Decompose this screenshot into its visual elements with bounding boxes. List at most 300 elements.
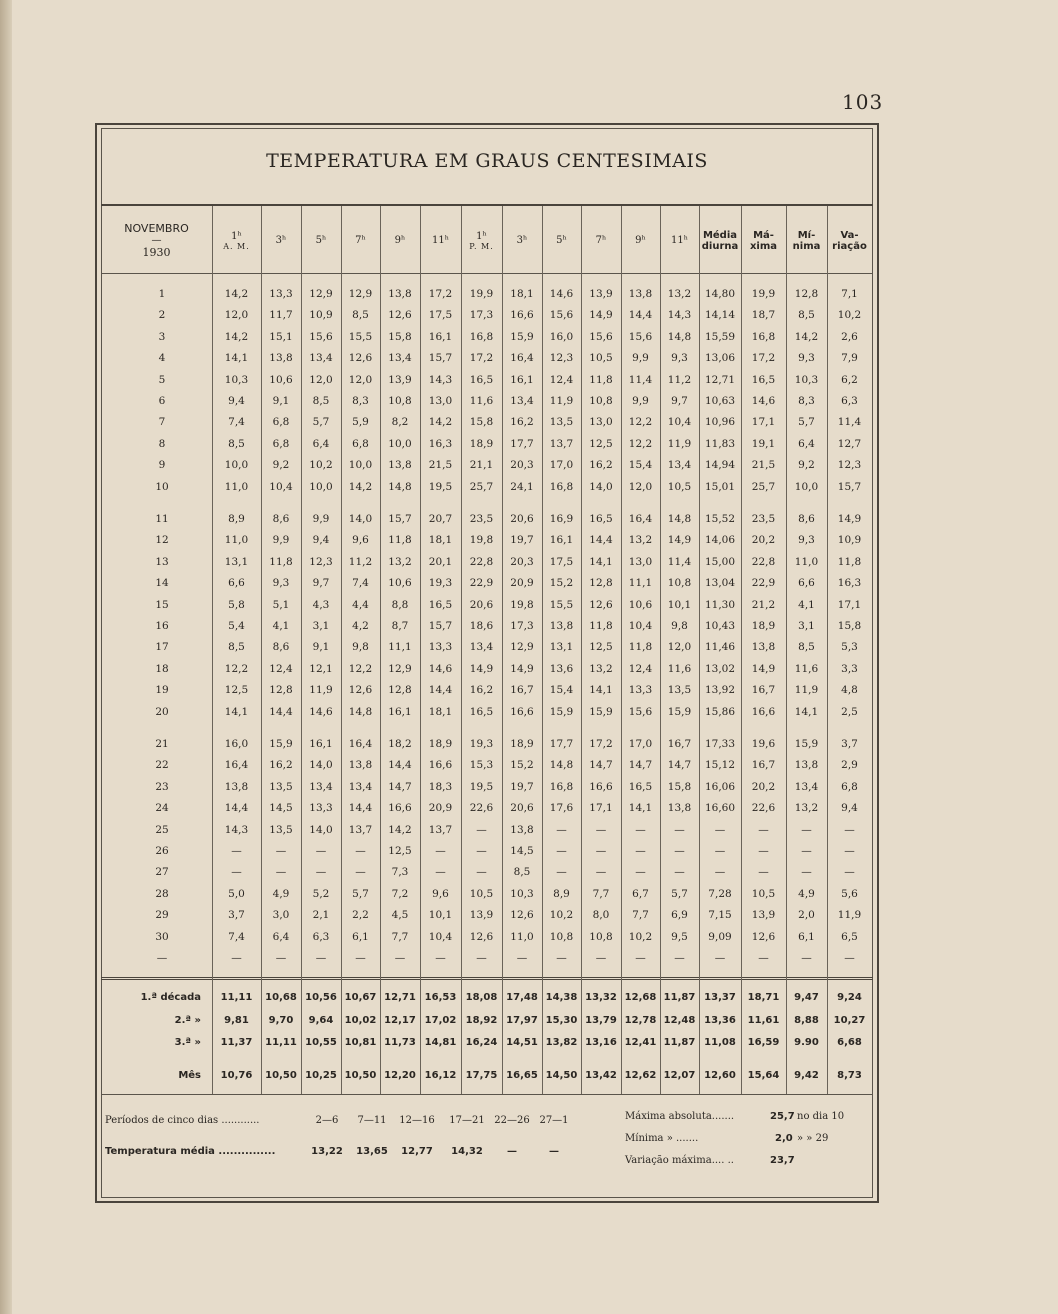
row-value: 16,1	[510, 373, 534, 386]
row-value: —	[758, 866, 769, 879]
row-value: 4,1	[272, 620, 290, 632]
row-value: 15,59	[704, 330, 736, 343]
row-value: 8,5	[513, 866, 531, 879]
summary-value: 12,07	[663, 1070, 696, 1081]
row-value: 19,7	[510, 534, 534, 547]
row-value: 10,6	[388, 577, 412, 590]
row-value: 10,4	[667, 416, 692, 429]
row-value: 6,7	[632, 887, 649, 900]
row-value: 15,12	[704, 759, 736, 772]
row-value: —	[556, 845, 567, 857]
row-day: 26	[155, 845, 169, 857]
row-value: 15,00	[704, 555, 736, 568]
row-value: 12,9	[309, 288, 333, 300]
row-value: 21,1	[469, 459, 494, 472]
row-value: 12,6	[510, 909, 534, 922]
row-value: —	[714, 866, 726, 879]
row-value: 11,8	[628, 641, 653, 654]
row-value: 13,8	[348, 759, 373, 772]
row-value: 9,5	[671, 930, 688, 943]
row-value: 16,6	[510, 705, 534, 718]
page-number: 103	[842, 90, 884, 114]
row-value: 11,30	[704, 598, 736, 611]
row-value: 11,0	[224, 534, 249, 547]
row-value: 14,7	[628, 759, 653, 772]
row-value: 15,01	[704, 480, 736, 493]
header-dash: —	[151, 235, 162, 247]
row-value: 17,2	[589, 738, 613, 750]
row-value: 4,1	[798, 598, 815, 611]
summary-label: Mês	[178, 1070, 201, 1081]
row-value: 20,3	[510, 555, 534, 568]
row-value: 14,80	[704, 288, 736, 300]
row-value: 10,0	[309, 480, 333, 493]
row-value: 16,4	[510, 352, 534, 365]
row-value: 16,0	[224, 738, 249, 750]
summary-value: 10,67	[344, 992, 377, 1003]
row-value: 16,1	[549, 534, 574, 547]
row-value: 14,0	[309, 759, 333, 772]
row-value: —	[315, 845, 327, 857]
row-value: 14,6	[751, 395, 776, 407]
row-value: 15,9	[269, 738, 293, 750]
row-value: 6,3	[841, 395, 858, 407]
row-value: 16,7	[667, 738, 692, 750]
row-value: —	[355, 952, 366, 964]
row-value: 14,8	[667, 513, 692, 525]
row-day: 23	[155, 780, 169, 793]
row-value: 17,3	[510, 620, 534, 632]
row-value: 13,8	[510, 823, 534, 836]
period-mean-temp: 12,77	[401, 1146, 433, 1157]
row-day: 28	[155, 887, 169, 900]
row-value: 11,8	[589, 620, 613, 632]
row-value: 13,02	[704, 662, 736, 675]
row-value: 8,5	[352, 309, 369, 322]
row-value: 13,8	[224, 780, 249, 793]
row-value: 16,6	[388, 802, 412, 815]
row-day: 2	[158, 309, 166, 322]
row-day: 18	[155, 662, 169, 675]
row-value: 6,8	[352, 437, 369, 450]
row-value: —	[801, 845, 812, 857]
row-value: 16,5	[589, 513, 613, 525]
header-stat-line1: Va-	[840, 229, 859, 241]
row-value: 15,5	[348, 330, 373, 343]
header-stat-line2: nima	[792, 241, 821, 252]
row-value: 6,1	[352, 930, 369, 943]
header-hour-period: A. M.	[223, 242, 250, 252]
row-value: 14,7	[589, 759, 613, 772]
row-value: —	[231, 845, 242, 857]
row-value: 12,2	[224, 662, 249, 675]
row-day: 11	[155, 513, 169, 525]
row-value: 16,8	[469, 330, 494, 343]
summary-value: 11,87	[663, 1037, 696, 1048]
period-range: 27—1	[539, 1115, 569, 1126]
row-value: 8,6	[272, 513, 290, 525]
row-value: 18,1	[428, 534, 453, 547]
row-value: 14,94	[704, 459, 736, 472]
row-value: 9,3	[798, 534, 815, 547]
row-value: 15,9	[667, 705, 692, 718]
row-value: 3,7	[841, 738, 858, 750]
row-value: 16,4	[348, 738, 373, 750]
row-value: 15,8	[388, 330, 412, 343]
row-value: —	[315, 866, 327, 879]
header-bottom-rule	[101, 273, 873, 274]
row-value: 12,3	[549, 352, 574, 365]
row-value: 10,63	[704, 395, 736, 407]
row-value: 5,7	[671, 887, 688, 900]
row-value: 11,8	[589, 373, 613, 386]
row-value: 19,8	[510, 598, 534, 611]
row-value: 10,2	[837, 309, 862, 322]
row-value: 9,7	[671, 395, 688, 407]
row-value: 14,3	[667, 309, 692, 322]
row-value: —	[674, 952, 685, 964]
header-hour-label: 1ʰ	[231, 230, 242, 242]
row-day: 19	[155, 684, 169, 697]
row-value: 13,3	[428, 641, 453, 654]
header-hour	[212, 210, 261, 272]
row-value: —	[556, 823, 567, 836]
row-value: 13,4	[309, 352, 333, 365]
summary-value: 9.90	[794, 1037, 819, 1048]
row-value: 12,6	[469, 930, 494, 943]
row-value: —	[231, 952, 242, 964]
row-value: 15,9	[794, 738, 819, 750]
row-value: —	[595, 866, 607, 879]
row-value: 4,4	[352, 598, 369, 611]
period-mean-temp: 13,65	[356, 1146, 388, 1157]
row-value: 3,0	[272, 909, 290, 922]
row-value: 6,8	[272, 437, 290, 450]
header-hour	[660, 210, 699, 272]
row-value: 14,4	[269, 705, 293, 718]
row-value: 20,6	[510, 513, 534, 525]
row-value: 10,2	[628, 930, 653, 943]
row-value: 16,06	[704, 780, 736, 793]
row-value: 12,2	[628, 437, 653, 450]
row-value: 8,5	[228, 641, 245, 654]
row-value: 5,7	[798, 416, 815, 429]
row-value: 14,9	[510, 662, 534, 675]
row-value: 11,46	[704, 641, 736, 654]
row-value: 13,8	[388, 288, 412, 300]
header-hour-label: 11ʰ	[431, 235, 450, 247]
summary-value: 10,76	[220, 1070, 253, 1081]
maxima-abs-value: 25,7	[770, 1111, 795, 1122]
row-value: 13,1	[549, 641, 574, 654]
row-value: 11,6	[667, 662, 692, 675]
row-value: 5,1	[272, 598, 290, 611]
row-value: 8,7	[391, 620, 409, 632]
summary-value: 9,47	[794, 992, 819, 1003]
row-value: —	[231, 866, 242, 879]
row-value: 7,4	[352, 577, 369, 590]
row-value: 14,9	[667, 534, 692, 547]
row-value: 8,3	[798, 395, 815, 407]
row-value: 12,6	[751, 930, 776, 943]
summary-value: 10,68	[265, 992, 297, 1003]
row-value: 18,3	[428, 780, 453, 793]
row-value: 20,7	[428, 513, 453, 525]
header-hour	[581, 210, 621, 272]
row-value: 13,2	[794, 802, 819, 815]
row-value: 14,1	[628, 802, 653, 815]
row-value: 11,9	[667, 437, 692, 450]
row-value: 4,9	[798, 887, 815, 900]
row-value: 13,6	[549, 662, 574, 675]
row-value: 16,4	[628, 513, 653, 525]
row-value: 15,7	[837, 480, 862, 493]
row-value: 5,0	[228, 887, 245, 900]
summary-value: 12,78	[624, 1015, 657, 1026]
row-value: 10,8	[549, 930, 574, 943]
row-value: 14,3	[224, 823, 249, 836]
row-value: 9,9	[312, 513, 330, 525]
row-value: 10,0	[794, 480, 819, 493]
row-value: 10,96	[704, 416, 736, 429]
row-value: 22,9	[469, 577, 494, 590]
row-value: 20,1	[428, 555, 453, 568]
summary-value: 9,81	[224, 1015, 249, 1026]
row-value: 22,8	[469, 555, 494, 568]
summary-value: 8,88	[794, 1015, 819, 1026]
maxima-abs-label: Máxima absoluta.......	[625, 1111, 735, 1122]
row-value: 2,5	[841, 705, 858, 718]
row-value: 8,5	[228, 437, 245, 450]
row-value: —	[844, 866, 855, 879]
row-value: 11,2	[667, 373, 692, 386]
header-hour-label: 3ʰ	[516, 235, 528, 247]
row-value: 12,2	[628, 416, 653, 429]
row-value: 11,0	[224, 480, 249, 493]
header-hour	[502, 210, 542, 272]
row-value: 9,1	[312, 641, 330, 654]
summary-value: 12,48	[663, 1015, 696, 1026]
row-value: 11,1	[388, 641, 412, 654]
row-value: 16,2	[589, 459, 613, 472]
row-value: 6,6	[798, 577, 815, 590]
row-value: 18,9	[751, 620, 776, 632]
row-value: 7,1	[841, 288, 858, 300]
row-value: 11,8	[837, 555, 862, 568]
variacao-label: Variação máxima.... ..	[625, 1155, 734, 1166]
row-value: 10,2	[309, 459, 333, 472]
row-value: 12,2	[348, 662, 373, 675]
summary-value: 15,64	[747, 1070, 780, 1081]
row-day: 4	[158, 352, 166, 365]
minima-label: Mínima » .......	[625, 1133, 699, 1144]
row-value: 6,5	[841, 930, 858, 943]
row-value: 2,0	[798, 909, 815, 922]
header-hour-label: 1ʰ	[476, 230, 487, 242]
row-value: 11,9	[309, 684, 333, 697]
row-value: 19,5	[428, 480, 453, 493]
row-value: 18,2	[388, 738, 412, 750]
summary-value: 9,24	[837, 992, 862, 1003]
row-value: 22,6	[469, 802, 494, 815]
row-value: 13,8	[269, 352, 293, 365]
row-value: —	[801, 952, 812, 964]
row-value: 12,1	[309, 662, 333, 675]
row-day: 29	[155, 909, 169, 922]
row-value: 3,1	[798, 620, 815, 632]
row-value: —	[635, 823, 646, 836]
row-value: —	[435, 866, 446, 879]
period-range: 22—26	[494, 1115, 530, 1126]
row-value: 16,4	[224, 759, 249, 772]
summary-value: 14,50	[545, 1070, 578, 1081]
row-value: 17,2	[469, 352, 494, 365]
row-value: 2,1	[312, 909, 330, 922]
row-value: 4,9	[272, 887, 290, 900]
row-value: 11,8	[388, 534, 412, 547]
row-value: 14,8	[348, 705, 373, 718]
row-value: 13,92	[704, 684, 736, 697]
row-value: 4,8	[841, 684, 858, 697]
row-value: 18,9	[510, 738, 534, 750]
row-day: 21	[155, 738, 169, 750]
row-value: 15,8	[469, 416, 494, 429]
row-value: 12,6	[348, 684, 373, 697]
row-value: 16,6	[510, 309, 534, 322]
row-value: 12,5	[224, 684, 249, 697]
row-value: 11,1	[628, 577, 653, 590]
row-value: 14,6	[309, 705, 333, 718]
summary-value: 14,51	[506, 1037, 538, 1048]
row-value: 20,2	[751, 534, 776, 547]
row-value: 12,0	[309, 373, 333, 386]
row-value: 18,1	[510, 288, 534, 300]
row-value: 2,6	[841, 330, 858, 343]
row-value: 8,6	[272, 641, 290, 654]
row-value: —	[758, 823, 769, 836]
summary-value: 13,79	[585, 1015, 617, 1026]
row-value: 24,1	[510, 480, 534, 493]
row-value: 19,8	[469, 534, 494, 547]
row-value: 11,6	[794, 662, 819, 675]
row-value: 19,3	[469, 738, 494, 750]
header-month: NOVEMBRO	[124, 221, 189, 235]
summary-value: 9,70	[268, 1015, 294, 1026]
row-value: 15,6	[628, 705, 653, 718]
row-day: 5	[158, 373, 166, 386]
row-value: 13,7	[549, 437, 574, 450]
row-value: 14,1	[589, 684, 613, 697]
row-value: 14,5	[269, 802, 293, 815]
row-value: 13,3	[309, 802, 333, 815]
row-value: —	[674, 823, 685, 836]
row-value: 15,2	[510, 759, 534, 772]
header-year: 1930	[142, 245, 171, 259]
row-value: 10,3	[224, 373, 249, 386]
row-value: 12,9	[348, 288, 373, 300]
row-value: 12,71	[704, 373, 736, 386]
summary-value: 9,42	[794, 1070, 819, 1081]
row-value: 14,2	[224, 330, 249, 343]
row-value: 12,9	[510, 641, 534, 654]
row-value: 10,0	[388, 437, 412, 450]
row-value: —	[275, 866, 287, 879]
row-value: 10,4	[628, 620, 653, 632]
row-value: 17,2	[751, 352, 776, 365]
row-value: 15,9	[510, 330, 534, 343]
row-day: 27	[155, 866, 169, 879]
header-hour	[261, 210, 301, 272]
row-value: 12,5	[388, 845, 412, 857]
row-value: 10,8	[589, 395, 613, 407]
summary-value: 13,16	[585, 1037, 617, 1048]
row-value: 12,9	[388, 662, 412, 675]
row-value: 13,4	[794, 780, 819, 793]
row-value: 14,9	[589, 309, 613, 322]
row-value: 17,0	[628, 738, 653, 750]
row-day: 24	[155, 802, 169, 815]
row-value: —	[556, 866, 567, 879]
row-value: 13,4	[469, 641, 494, 654]
summary-value: 10,56	[305, 992, 337, 1003]
header-stat	[699, 210, 741, 272]
row-value: 10,4	[269, 480, 293, 493]
row-value: 7,4	[228, 930, 245, 943]
row-day: 8	[158, 437, 166, 450]
header-hour-label: 7ʰ	[595, 235, 607, 247]
row-value: —	[435, 845, 446, 857]
row-value: 7,9	[841, 352, 858, 365]
row-value: 13,4	[309, 780, 333, 793]
row-value: 12,0	[667, 641, 692, 654]
row-value: 15,3	[469, 759, 494, 772]
row-value: 13,4	[388, 352, 412, 365]
header-hour-period: P. M.	[469, 242, 494, 252]
row-value: 5,7	[312, 416, 330, 429]
row-value: 16,6	[428, 759, 453, 772]
header-stat	[827, 210, 872, 272]
row-value: 20,6	[469, 598, 494, 611]
row-value: 10,43	[704, 620, 736, 632]
row-value: 6,4	[272, 930, 290, 943]
row-value: 7,28	[708, 887, 732, 900]
header-stat-line1: Má-	[753, 229, 774, 241]
row-value: 15,1	[269, 330, 293, 343]
row-value: 13,9	[589, 288, 613, 300]
row-day: 16	[155, 620, 169, 632]
row-value: 17,3	[469, 309, 494, 322]
row-value: —	[844, 823, 855, 836]
row-value: 14,2	[388, 823, 412, 836]
row-value: 15,9	[589, 705, 613, 718]
row-day: —	[156, 952, 168, 964]
row-value: 8,9	[228, 513, 245, 525]
row-value: 15,86	[704, 705, 736, 718]
row-value: 15,52	[704, 513, 736, 525]
summary-value: 17,75	[465, 1070, 498, 1081]
row-value: 14,9	[837, 513, 862, 525]
period-mean-temp: —	[507, 1146, 517, 1157]
row-value: 14,06	[704, 534, 736, 547]
row-value: 12,8	[388, 684, 412, 697]
row-value: 15,6	[628, 330, 653, 343]
row-value: 9,4	[841, 802, 858, 815]
row-value: 3,7	[228, 909, 245, 922]
row-value: —	[844, 952, 855, 964]
row-day: 25	[155, 823, 169, 836]
row-value: 14,3	[428, 373, 453, 386]
row-value: 14,2	[348, 480, 373, 493]
